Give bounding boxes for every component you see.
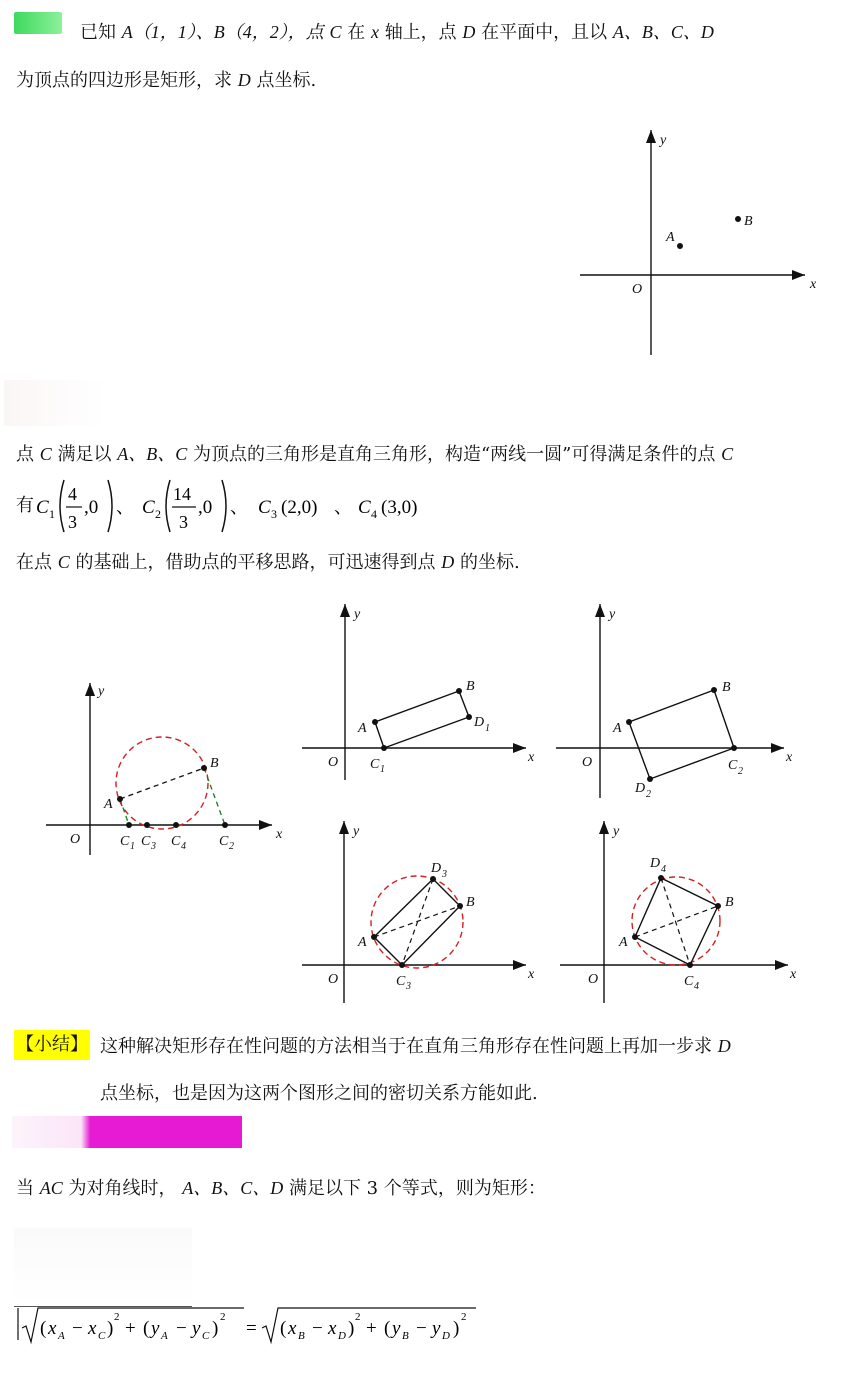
text: D bbox=[237, 70, 251, 90]
svg-text:): ) bbox=[453, 1318, 460, 1339]
c3-label: C bbox=[396, 974, 406, 989]
text: C bbox=[39, 444, 52, 464]
diagonal-line bbox=[16, 1176, 546, 1201]
c-points-formula bbox=[36, 470, 456, 538]
text: AC bbox=[39, 1178, 63, 1198]
summary-line-1 bbox=[100, 1034, 731, 1059]
origin-label: O bbox=[588, 972, 599, 987]
point-b-label: B bbox=[466, 895, 475, 910]
var: y bbox=[192, 1318, 201, 1339]
separator: 、 bbox=[116, 497, 134, 517]
distance-equation bbox=[14, 1298, 494, 1354]
c3-label: C bbox=[258, 497, 271, 518]
c1-sub: 1 bbox=[130, 841, 135, 852]
origin-label: O bbox=[70, 832, 81, 847]
x-axis-label: x bbox=[790, 967, 797, 982]
y-axis-label: y bbox=[353, 824, 360, 839]
d1-label: D bbox=[474, 715, 485, 730]
op: + bbox=[366, 1318, 377, 1339]
figure-two-lines-one-circle bbox=[40, 675, 290, 855]
c1-sub: 1 bbox=[380, 764, 385, 775]
svg-text:(: ( bbox=[384, 1318, 391, 1339]
example-tag-icon bbox=[14, 12, 62, 34]
c4-label: C bbox=[171, 834, 181, 849]
c2-sub: 2 bbox=[155, 507, 161, 521]
analysis-tag-icon bbox=[4, 380, 106, 426]
text: A（1，1）、B（4，2），点 bbox=[121, 22, 324, 42]
var: y bbox=[432, 1318, 441, 1339]
c2-sub: 2 bbox=[738, 766, 743, 777]
c1-label: C bbox=[120, 834, 130, 849]
point-b-label: B bbox=[744, 214, 753, 229]
d3-label: D bbox=[431, 861, 442, 876]
c2-sub: 2 bbox=[229, 841, 234, 852]
op: − bbox=[312, 1318, 323, 1339]
c2-label: C bbox=[728, 758, 738, 773]
svg-text:(: ( bbox=[40, 1318, 47, 1339]
point-a-label: A bbox=[613, 721, 622, 736]
x-axis-label: x bbox=[528, 750, 535, 765]
c1-tail: ,0 bbox=[84, 497, 99, 518]
text: 为顶点的四边形是矩形，求 bbox=[16, 70, 232, 91]
c2-tail: ,0 bbox=[198, 497, 213, 518]
text: 在 bbox=[347, 22, 366, 43]
var: y bbox=[392, 1318, 401, 1339]
text: 这种解决矩形存在性问题的方法相当于在直角三角形存在性问题上再加一步求 bbox=[100, 1036, 712, 1057]
op: − bbox=[416, 1318, 427, 1339]
sub: C bbox=[98, 1330, 106, 1342]
text: C bbox=[57, 552, 70, 572]
sub: B bbox=[402, 1330, 409, 1342]
text: A、B、C、D bbox=[612, 22, 714, 42]
point-a-label: A bbox=[104, 797, 113, 812]
point-a-label: A bbox=[358, 721, 367, 736]
text: A、B、C、D bbox=[182, 1178, 284, 1198]
c2-numerator: 14 bbox=[173, 484, 191, 504]
exp: 2 bbox=[220, 1311, 226, 1323]
c4-sub: 4 bbox=[371, 507, 377, 521]
point-b bbox=[735, 216, 741, 222]
exp: 2 bbox=[355, 1311, 361, 1323]
x-axis-label: x bbox=[786, 750, 793, 765]
point-b-label: B bbox=[722, 680, 731, 695]
analysis-line-1 bbox=[16, 442, 733, 467]
svg-text:): ) bbox=[348, 1318, 355, 1339]
point-a bbox=[677, 243, 683, 249]
origin-label: O bbox=[582, 755, 593, 770]
y-axis-label: y bbox=[613, 824, 620, 839]
text: 有 bbox=[16, 495, 34, 516]
c2-label: C bbox=[219, 834, 229, 849]
point-b-label: B bbox=[725, 895, 734, 910]
y-axis-label: y bbox=[98, 684, 105, 699]
point-b-label: B bbox=[466, 679, 475, 694]
text: 满足以 bbox=[57, 444, 112, 465]
text: D bbox=[462, 22, 476, 42]
var: x bbox=[88, 1318, 97, 1339]
sub: C bbox=[202, 1330, 210, 1342]
sub: A bbox=[161, 1330, 168, 1342]
origin-label: O bbox=[632, 282, 643, 297]
sub: B bbox=[298, 1330, 305, 1342]
problem-line-2 bbox=[16, 68, 316, 93]
text: A、B、C bbox=[117, 444, 188, 464]
x-axis-label: x bbox=[810, 277, 817, 292]
c1-numerator: 4 bbox=[68, 484, 77, 504]
op: − bbox=[72, 1318, 83, 1339]
c3-label: C bbox=[141, 834, 151, 849]
sub: D bbox=[442, 1330, 450, 1342]
c4-label: C bbox=[684, 974, 694, 989]
sub: A bbox=[58, 1330, 65, 1342]
text: 的坐标. bbox=[459, 552, 520, 573]
d4-sub: 4 bbox=[661, 864, 666, 875]
d1-sub: 1 bbox=[485, 723, 490, 734]
var: x bbox=[328, 1318, 337, 1339]
method-tag-icon bbox=[12, 1116, 242, 1148]
c1-label: C bbox=[36, 497, 49, 518]
d4-label: D bbox=[650, 856, 661, 871]
svg-text:(: ( bbox=[143, 1318, 150, 1339]
text: 点坐标. bbox=[256, 70, 317, 91]
c3-sub: 3 bbox=[151, 841, 156, 852]
text: 点坐标，也是因为这两个图形之间的密切关系方能如此. bbox=[100, 1083, 538, 1104]
text: x bbox=[370, 22, 379, 42]
c2-label: C bbox=[142, 497, 155, 518]
text: 轴上，点 bbox=[384, 22, 457, 43]
text: 满足以下 3 个等式，则为矩形： bbox=[288, 1178, 546, 1199]
var: y bbox=[151, 1318, 160, 1339]
text: 为顶点的三角形是直角三角形，构造“两线一圆”可得满足条件的点 bbox=[192, 444, 716, 465]
d3-sub: 3 bbox=[442, 869, 447, 880]
point-a-label: A bbox=[666, 230, 675, 245]
rectangle bbox=[629, 690, 734, 779]
op: − bbox=[176, 1318, 187, 1339]
analysis-line-3 bbox=[16, 550, 520, 575]
point-b-label: B bbox=[210, 756, 219, 771]
text: 点 bbox=[16, 444, 34, 465]
c1-label: C bbox=[370, 757, 380, 772]
origin-label: O bbox=[328, 972, 339, 987]
svg-text:): ) bbox=[212, 1318, 219, 1339]
point-a-label: A bbox=[619, 935, 628, 950]
exp: 2 bbox=[114, 1311, 120, 1323]
exp: 2 bbox=[461, 1311, 467, 1323]
svg-text:(: ( bbox=[280, 1318, 287, 1339]
text: D bbox=[441, 552, 455, 572]
c3-sub: 3 bbox=[406, 981, 411, 992]
x-axis-label: x bbox=[528, 967, 535, 982]
c4-sub: 4 bbox=[181, 841, 186, 852]
text: C bbox=[721, 444, 734, 464]
c4-value: (3,0) bbox=[381, 497, 418, 518]
faded-box bbox=[14, 1228, 192, 1307]
analysis-line-2 bbox=[16, 494, 34, 518]
point-a-label: A bbox=[358, 935, 367, 950]
d2-sub: 2 bbox=[646, 789, 651, 800]
c2-denominator: 3 bbox=[179, 512, 188, 532]
x-axis-label: x bbox=[276, 827, 283, 842]
y-axis-label: y bbox=[354, 607, 361, 622]
separator: 、 bbox=[230, 497, 248, 517]
separator: 、 bbox=[334, 497, 352, 517]
text: C bbox=[329, 22, 342, 42]
text: 为对角线时， bbox=[68, 1178, 177, 1199]
problem-line-1 bbox=[80, 20, 714, 45]
c3-value: (2,0) bbox=[281, 497, 318, 518]
figure-problem bbox=[570, 120, 820, 365]
figure-rectangle-c2 bbox=[552, 598, 802, 803]
rectangle bbox=[375, 691, 469, 748]
summary-tag: 【小结】 bbox=[14, 1030, 90, 1060]
text: 在点 bbox=[16, 552, 52, 573]
d2-label: D bbox=[635, 781, 646, 796]
text: 在平面中，且以 bbox=[481, 22, 608, 43]
figure-rectangle-c3 bbox=[298, 815, 546, 1005]
y-axis-label: y bbox=[660, 133, 667, 148]
rectangle bbox=[635, 878, 718, 965]
var: x bbox=[48, 1318, 57, 1339]
text: 的基础上，借助点的平移思路，可迅速得到点 bbox=[75, 552, 436, 573]
summary-line-2 bbox=[100, 1082, 538, 1106]
c4-sub: 4 bbox=[694, 981, 699, 992]
var: x bbox=[288, 1318, 297, 1339]
y-axis-label: y bbox=[609, 607, 616, 622]
sub: D bbox=[338, 1330, 346, 1342]
origin-label: O bbox=[328, 755, 339, 770]
figure-rectangle-c1 bbox=[298, 598, 546, 783]
text: 当 bbox=[16, 1178, 34, 1199]
text: 已知 bbox=[80, 22, 116, 43]
op: = bbox=[246, 1318, 257, 1339]
c1-denominator: 3 bbox=[68, 512, 77, 532]
c1-sub: 1 bbox=[49, 507, 55, 521]
op: + bbox=[125, 1318, 136, 1339]
c4-label: C bbox=[358, 497, 371, 518]
text: D bbox=[717, 1036, 731, 1056]
thales-circle bbox=[116, 737, 208, 829]
figure-rectangle-c4 bbox=[556, 815, 806, 1005]
svg-text:): ) bbox=[107, 1318, 114, 1339]
c3-sub: 3 bbox=[271, 507, 277, 521]
